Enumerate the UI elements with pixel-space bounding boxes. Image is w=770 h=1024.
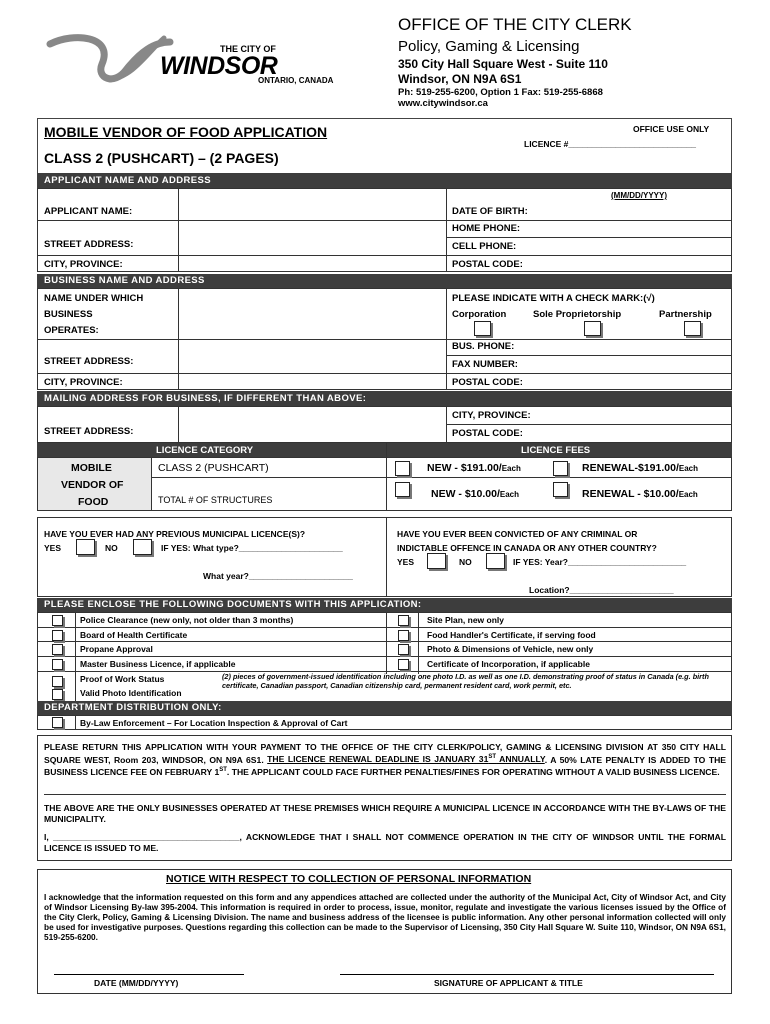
mailing-divider-h1 [446,424,732,425]
renew-191-label [582,462,698,474]
only-businesses-text: THE ABOVE ARE THE ONLY BUSINESSES OPERATED AT THESE PREMISES WHICH REQUIRE A MUNICIPAL LICENCE IN ACCORDANCE WITH THE BY-LAWS OF THE MUNICIPALITY. [44,803,726,824]
city-logo [44,30,354,92]
new-191-each: Each [501,464,521,473]
mobile-line1: MOBILE [71,462,112,474]
applicant-divider-v2 [446,188,447,272]
applicant-divider-h4 [446,237,732,238]
return-divider [44,794,726,795]
doc-propane-label: Propane Approval [80,644,153,654]
business-divider-h1 [37,339,732,340]
doc-work-status-checkbox[interactable] [52,676,63,687]
applicant-city-label: CITY, PROVINCE: [44,259,123,270]
home-phone-label: HOME PHONE: [452,223,521,234]
return-part3: . THE APPLICANT COULD FACE FURTHER PENALTIES/FINES FOR OPERATING WITHOUT A VALID BUSINESS LICENCE. [226,766,720,777]
fax-label: FAX NUMBER: [452,359,518,370]
conv-no-checkbox[interactable] [486,553,505,569]
logo-ontario: ONTARIO, CANADA [258,76,334,85]
prev-year-field[interactable]: What year?______________________ [203,571,353,581]
applicant-divider-v1 [178,188,179,272]
mailing-header: MAILING ADDRESS FOR BUSINESS, IF DIFFERENT THAN ABOVE: [37,391,732,406]
mobile-line3: FOOD [78,496,109,508]
distribution-item: By-Law Enforcement – For Location Inspection & Approval of Cart [80,718,348,728]
applicant-divider-h2 [37,255,732,256]
renew-191-each: Each [678,464,698,473]
corporation-checkbox[interactable] [474,321,491,336]
conv-yes-checkbox[interactable] [427,553,446,569]
new-10-label [431,488,519,500]
renew-191-text: RENEWAL-$191.00/ [582,462,679,474]
return-paragraph [44,742,726,777]
doc-health-label: Board of Health Certificate [80,630,188,640]
applicant-name-label: APPLICANT NAME: [44,206,133,217]
doc-photo-id-checkbox[interactable] [52,689,63,700]
applicant-divider-h3 [446,220,732,221]
doc-master-checkbox[interactable] [52,659,63,670]
return-deadline-text: THE LICENCE RENEWAL DEADLINE IS JANUARY 31 [267,754,489,765]
distribution-header: DEPARTMENT DISTRIBUTION ONLY: [37,701,732,715]
doc-health-checkbox[interactable] [52,630,63,641]
class2-label: CLASS 2 (PUSHCART) [158,462,269,474]
doc-food-handler-label: Food Handler's Certificate, if serving food [427,630,596,640]
doc-vehicle-photo-checkbox[interactable] [398,644,409,655]
renew-10-text: RENEWAL - $10.00/ [582,488,679,500]
licence-divider-h1 [151,477,732,478]
form-title: MOBILE VENDOR OF FOOD APPLICATION [44,124,328,140]
new-10-text: NEW - $10.00/ [431,488,500,500]
conv-no-label: NO [459,557,472,567]
documents-divider-h1 [37,627,732,628]
signature-label: SIGNATURE OF APPLICANT & TITLE [434,978,583,988]
prev-type-field[interactable]: IF YES: What type?______________________ [161,543,343,553]
applicant-divider-h1 [37,220,447,221]
doc-police-label: Police Clearance (new only, not older than 3 months) [80,615,294,625]
structures-label: TOTAL # OF STRUCTURES [158,495,273,505]
documents-divider-v2 [386,612,387,674]
business-city-label: CITY, PROVINCE: [44,377,123,388]
doc-police-checkbox[interactable] [52,615,63,626]
conv-year-field[interactable]: IF YES: Year?_________________________ [513,557,687,567]
office-use-label: OFFICE USE ONLY [633,124,710,134]
convicted-question-2: INDICTABLE OFFENCE IN CANADA OR ANY OTHER COUNTRY? [397,543,657,553]
convicted-question-1: HAVE YOU EVER BEEN CONVICTED OF ANY CRIMINAL OR [397,529,638,539]
mailing-street-label: STREET ADDRESS: [44,426,134,437]
applicant-header: APPLICANT NAME AND ADDRESS [37,173,732,188]
questions-divider-v [386,517,387,597]
doc-photo-id-label: Valid Photo Identification [80,688,182,698]
doc-propane-checkbox[interactable] [52,644,63,655]
renew-10-label [582,488,698,500]
new-10-each: Each [499,490,519,499]
business-divider-h3 [37,373,732,374]
office-web: www.citywindsor.ca [398,98,488,109]
sole-checkbox[interactable] [584,321,601,336]
mailing-divider-v1 [178,406,179,443]
sole-label: Sole Proprietorship [533,309,622,320]
doc-site-plan-checkbox[interactable] [398,615,409,626]
prev-yes-label: YES [44,543,62,553]
licence-category-header: LICENCE CATEGORY [156,445,254,456]
return-deadline-text2: ANNUALLY [496,754,545,765]
distribution-checkbox[interactable] [52,717,63,728]
doc-work-status-label: Proof of Work Status [80,674,165,684]
licence-divider-v1 [151,457,152,511]
return-sup2: ST [219,766,227,773]
return-part2: . A 50% LATE PENALTY IS ADDED TO THE BUSINESS LICENCE FEE ON FEBRUARY 1 [44,754,727,777]
renew-191-checkbox[interactable] [553,461,568,476]
applicant-street-label: STREET ADDRESS: [44,239,134,250]
office-dept: Policy, Gaming & Licensing [398,38,580,55]
acknowledge-text[interactable]: I, _______________________________________, ACKNOWLEDGE THAT I SHALL NOT COMMENCE OPERATION IN THE CITY OF WINDSOR UNTIL THE FORMAL LICENCE IS ISSUED TO ME. [44,832,726,853]
logo-windsor: WINDSOR [160,52,278,80]
mailing-city-label: CITY, PROVINCE: [452,410,531,421]
doc-food-handler-checkbox[interactable] [398,630,409,641]
notice-title: NOTICE WITH RESPECT TO COLLECTION OF PERSONAL INFORMATION [166,873,532,885]
licence-header-bar [37,443,732,457]
distribution-divider-v [75,715,76,730]
date-line[interactable] [54,974,244,975]
business-name-line1: NAME UNDER WHICH [44,293,144,304]
business-street-label: STREET ADDRESS: [44,356,134,367]
return-part1: PLEASE RETURN THIS APPLICATION WITH YOUR PAYMENT TO THE OFFICE OF THE CITY CLERK/POLICY, GAMING & LICENSING DIVISION AT 350 CITY HALL SQUARE WEST, Room 203, WINDSOR, ON N9A 6S1. [44,742,726,765]
logo-the-city-of: THE CITY OF [220,44,276,54]
new-10-checkbox[interactable] [395,482,410,497]
doc-incorporation-label: Certificate of Incorporation, if applicable [427,659,590,669]
doc-site-plan-label: Site Plan, new only [427,615,504,625]
documents-divider-h3 [37,656,732,657]
documents-divider-h2 [37,641,732,642]
form-subtitle: CLASS 2 (PUSHCART) – (2 PAGES) [44,150,279,166]
partnership-label: Partnership [659,309,712,320]
licence-fees-header: LICENCE FEES [521,445,591,456]
corporation-label: Corporation [452,309,507,320]
business-header: BUSINESS NAME AND ADDRESS [37,274,732,288]
office-phone: Ph: 519-255-6200, Option 1 Fax: 519-255-6868 [398,87,603,98]
business-divider-h2 [446,355,732,356]
id-note: (2) pieces of government-issued identification including one photo I.D. as well as one I.D. demonstrating proof of status in Canada (e.g. birth certificate, Canadian passport, Canadian citizenship card, permanent resident card, work permit, etc. [222,672,709,690]
business-postal-label: POSTAL CODE: [452,377,523,388]
bus-phone-label: BUS. PHONE: [452,341,515,352]
cell-phone-label: CELL PHONE: [452,241,517,252]
renew-10-each: Each [678,490,698,499]
office-address2: Windsor, ON N9A 6S1 [398,72,522,86]
applicant-name-field[interactable] [180,190,444,219]
prev-yes-checkbox[interactable] [76,539,95,555]
doc-incorporation-checkbox[interactable] [398,659,409,670]
new-191-text: NEW - $191.00/ [427,462,502,474]
prev-licence-question: HAVE YOU EVER HAD ANY PREVIOUS MUNICIPAL LICENCE(S)? [44,529,306,539]
doc-master-label: Master Business Licence, if applicable [80,659,236,669]
dob-field[interactable] [548,201,728,219]
doc-vehicle-photo-label: Photo & Dimensions of Vehicle, new only [427,644,594,654]
documents-divider-v3 [418,612,419,674]
office-title: OFFICE OF THE CITY CLERK [398,15,632,34]
renew-10-checkbox[interactable] [553,482,568,497]
applicant-postal-label: POSTAL CODE: [452,259,523,270]
prev-no-label: NO [105,543,118,553]
documents-header: PLEASE ENCLOSE THE FOLLOWING DOCUMENTS WITH THIS APPLICATION: [37,598,732,612]
prev-no-checkbox[interactable] [133,539,152,555]
conv-location-field[interactable]: Location?______________________ [529,585,674,595]
new-191-checkbox[interactable] [395,461,410,476]
office-address1: 350 City Hall Square West - Suite 110 [398,57,608,71]
date-label: DATE (MM/DD/YYYY) [94,978,179,988]
date-format-label: (MM/DD/YYYY) [611,191,667,200]
new-191-label [427,462,521,474]
documents-divider-v1 [75,612,76,702]
business-name-line2: BUSINESS [44,309,93,320]
return-sup1: ST [488,754,497,761]
partnership-checkbox[interactable] [684,321,701,336]
mobile-line2: VENDOR OF [61,479,124,491]
licence-number[interactable]: LICENCE #___________________________ [524,139,697,149]
mailing-postal-label: POSTAL CODE: [452,428,523,439]
check-mark-label: PLEASE INDICATE WITH A CHECK MARK:(√) [452,293,655,304]
return-deadline [267,754,545,764]
dob-label: DATE OF BIRTH: [452,206,528,217]
conv-yes-label: YES [397,557,415,567]
notice-body: I acknowledge that the information requested on this form and any appendices attached are collected under the authority of the Municipal Act, City of Windsor Act, and City of Windsor Licensing By-law 395-2004. This information is required in order to process, issue, monitor, regulate and investigate the various licenses issued by the Office of the City Clerk, Policy, Gaming & Licensing Division. The name and business address of the licensee is public information. Any other personal information collected will only be used for investigative purposes. Questions regarding this collection can be made to the Supervisor of Licensing, 350 City Hall Square W. Suite 110, Windsor, ON N9A 6S1, 519-255-6200. [44,892,726,942]
business-name-line3: OPERATES: [44,325,99,336]
signature-line[interactable] [340,974,714,975]
